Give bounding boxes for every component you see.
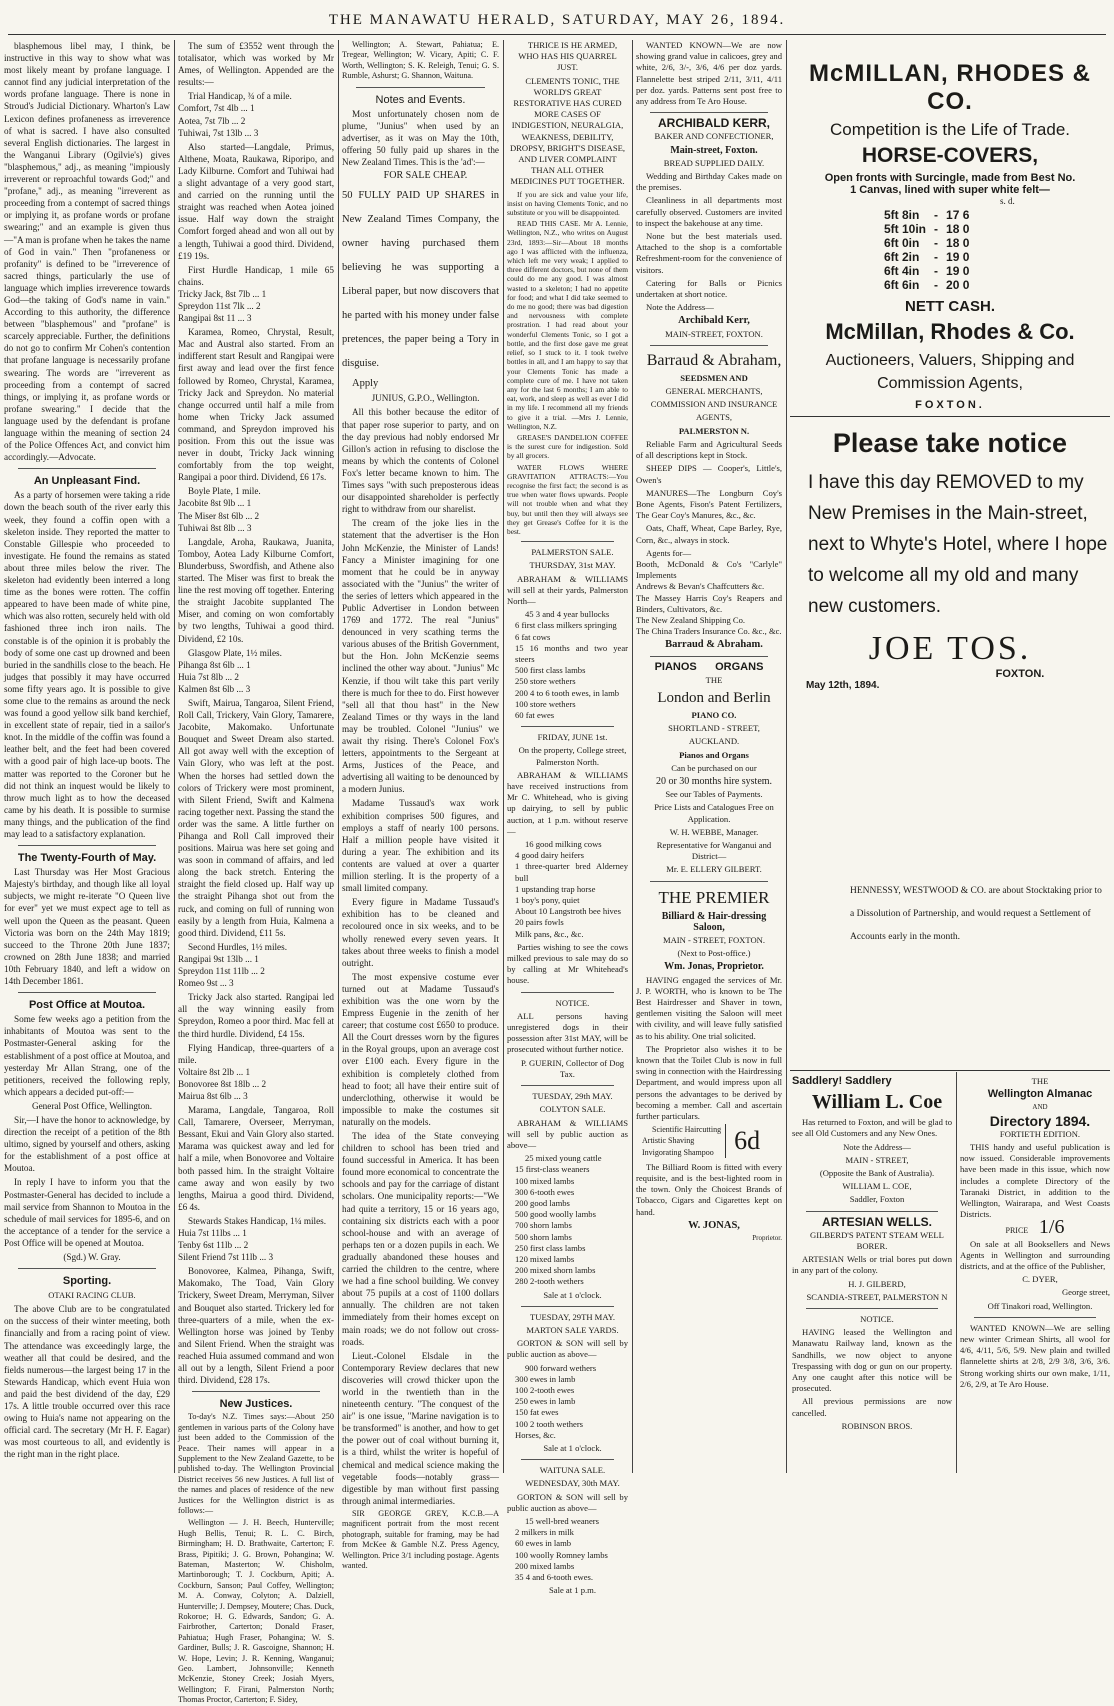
ad-date: May 12th, 1894.: [806, 680, 880, 691]
separator: [18, 1268, 156, 1269]
column-divider: [786, 40, 787, 1473]
ad-text: AGENTS,: [695, 412, 733, 423]
ad-text: MANURES—The Longburn Coy's Bone Agents, Fison's Patent Fertilizers, The Gear Coy's Manures, &c., &c.: [636, 487, 782, 521]
price-price: 18 0: [946, 236, 970, 250]
hennessy-notice: [850, 880, 1105, 970]
ad-text: On sale at all Booksellers and News Agents in Wellington and surrounding districts, and at the office of the Publisher,: [960, 1238, 1110, 1272]
ad-text: Reliable Farm and Agricultural Seeds of all descriptions kept in Stock.: [636, 438, 782, 461]
separator: [521, 1085, 614, 1086]
ad-headline: THE PREMIER: [658, 887, 770, 907]
letter-signature: (Sgd.) W. Gray.: [63, 1252, 121, 1262]
sale-title: WAITUNA SALE.: [539, 1465, 606, 1476]
ad-text: None but the best materials used. Attached to the shop is a comfortable Refreshment-room for the convenience of visitors.: [636, 231, 782, 275]
article-text: The above Club are to be congratulated on the success of their winter meeting, both financially and from a racing point of view. The attendance was exceedingly large, the weather all that could be desired, and the fields numerous—the largest being 17 in the Stewards Handicap, which event Huia won and paid the best dividend of the day, £29 17s. A little trouble occurred over this race owing to Huia's name not appearing on the official card. The secretary (Mr H. F. Eagar) was most courteous to all, and evidently is the right man in the right place.: [4, 1304, 170, 1460]
sale-place: On the property, College street, Palmerston North.: [518, 745, 627, 767]
separator: [806, 1308, 938, 1309]
ad-text: CLEMENTS TONIC, THE WORLD'S GREAT RESTORATIVE HAS CURED MORE CASES OF INDIGESTION, NEURALGIA, WEAKNESS, DEBILITY, DROPSY, BRIGHT'S DISEASE, AND LIVER COMPLAINT THAN ALL OTHER MEDICINES PUT TOGETHER.: [509, 75, 626, 187]
price-price: 19 0: [946, 250, 970, 264]
ad-title: HORSE-COVERS,: [861, 144, 1039, 167]
ad-text: FORTIETH EDITION.: [999, 1128, 1081, 1139]
ad-headline: Saddlery! Saddlery: [792, 1075, 892, 1087]
ad-text: GILBERD'S PATENT STEAM WELL BORER.: [810, 1229, 944, 1252]
ad-headline: Please take notice: [832, 428, 1068, 458]
ad-headline: McMillan, Rhodes & Co.: [825, 319, 1075, 344]
article-headline: New Justices.: [219, 1398, 293, 1411]
ad-text: Pianos and Organs: [679, 749, 749, 760]
article-text: The sum of £3552 went through the totalisator, which was worked by Mr Ames, of Wellington. Appended are the results:—: [178, 41, 334, 88]
ad-text: Oats, Chaff, Wheat, Cape Barley, Rye, Corn, &c., always in stock.: [636, 523, 782, 545]
ad-text: FOXTON.: [915, 399, 985, 411]
price-row: [884, 278, 977, 292]
separator: [192, 1391, 320, 1392]
article-text: Tricky Jack also started. Rangipai led all the way winning easily from Spreydon, Romeo a poor third. Mac fell at the third hurdle. Dividend, £4 15s.: [178, 992, 334, 1039]
ad-signature: H. J. GILBERD,: [848, 1278, 906, 1289]
ad-headline: William L. Coe: [811, 1091, 943, 1114]
ad-text: FOXTON.: [995, 668, 1045, 680]
ad-text: WATER FLOWS WHERE GRAVITATION ATTRACTS:—You recognise the first fact; the second is as true when water flows upwards. People will not trouble when and what they buy, but until then they will always see they get Grease's Coffee for it is the best.: [507, 462, 628, 536]
race-result: Glasgow Plate, 1½ miles. Pihanga 8st 6lb ... 1 Huia 7st 8lb ... 2 Kalmen 8st 6lb ... 3: [178, 647, 282, 694]
ad-signature: Off Tinakori road, Wellington.: [987, 1300, 1093, 1311]
ad-text: PIANO CO.: [691, 709, 737, 720]
article-text: Most unfortunately chosen nom de plume, "Junius" when used by an advertiser, as it was on May the 10th, offering 50 fully paid up shares in the New Zealand Times. This is the 'ad':—: [342, 108, 499, 168]
article-headline: Notes and Events.: [375, 93, 466, 106]
ad-text: THIS handy and useful publication is now issued. Considerable improvements have been made in this issue, which now includes a complete Directory of the Taranaki District, in addition to the Wellington, Wairarapa, and West Coasts Districts.: [960, 1142, 1110, 1220]
race-result: First Hurdle Handicap, 1 mile 65 chains. Tricky Jack, 8st 7lb ... 1 Spreydon 11st 7lk ... 2 Rangipai 8st 11 ... 3: [178, 264, 334, 324]
notice-title: NOTICE.: [860, 1314, 894, 1325]
notice-text: ALL persons having unregistered dogs in their possession after 31st MAY, will be prosecuted without further notice.: [507, 1010, 628, 1055]
ad-signature: C. DYER,: [1022, 1274, 1058, 1285]
notice-title: NOTICE.: [555, 997, 590, 1008]
race-result: Boyle Plate, 1 mile. Jacobite 8st 9lb ... 1 The Miser 8st 6lb ... 2 Tuhiwai 8st 8lb ... 3: [178, 486, 261, 533]
ad-headline: London and Berlin: [657, 689, 771, 706]
sale-list: 15 well-bred weaners 2 milkers in milk 60 ewes in lamb 100 woolly Romney lambs 200 mixed lambs 35 4 and 6-tooth ewes.: [515, 1516, 608, 1583]
sale-title: COLYTON SALE.: [539, 1104, 606, 1115]
column-divider: [174, 40, 175, 1473]
ad-text: GREASE'S DANDELION COFFEE is the surest cure for indigestion. Sold by all grocers.: [507, 432, 628, 461]
separator: [356, 87, 485, 88]
ad-text: Note the Address—: [843, 1141, 911, 1152]
notice-text: All previous permissions are now cancelled.: [792, 1396, 952, 1418]
article-text: Lieut.-Colonel Elsdale in the Contemporary Review declares that new discoveries will crowd thicker upon the world in the twentieth than in the nineteenth century. "The conquest of the air" is one issue, "Marine navigation is to be transformed" is another, and how to get the power out of coal without burning it, is a third, whilst the writer is hopeful of chemical and medical science making the vegetable foods—notably grass—digestible by man without first passing through animal intermediaries.: [342, 1350, 499, 1506]
ad-text: Catering for Balls or Picnics undertaken at short notice.: [636, 277, 782, 300]
ad-text: NETT CASH.: [905, 298, 995, 315]
ad-text: COMMISSION AND INSURANCE: [650, 399, 778, 410]
sale-date: THURSDAY, 31st MAY.: [529, 560, 616, 571]
ad-text: Has returned to Foxton, and will be glad to see all Old Customers and any New Ones.: [792, 1117, 952, 1139]
ad-text: Wm. Jonas, Proprietor.: [664, 961, 764, 973]
price-units: s. d.: [1000, 196, 1015, 206]
article-text: Karamea, Romeo, Chrystal, Result, Mac and Austral also started. From an indifferent start Result and Rangipai were first away and lead over the first fence followed by Romeo, Chrystal, Karamea, Tricky Jack and Spreydon. No material change occurred until half a mile from home when Tricky Jack assumed command, and Spreydon improved his position. From this out the issue was never in doubt, Tricky Jack winning comfortably from the top weight, Rangipai a poor third. Dividend, £6 17s.: [178, 327, 334, 483]
ad-headline: PIANOS: [654, 660, 697, 673]
ad-price: 1/6: [1038, 1216, 1065, 1239]
ad-text: 20 or 30 months hire system.: [655, 775, 773, 787]
masthead-rule: [8, 34, 1106, 35]
race-result: Trial Handicap, ¾ of a mile. Comfort, 7st 4lb ... 1 Aotea, 7st 7lb ... 2 Tuhiwai, 7st 13lb ... 3: [178, 91, 292, 138]
separator: [650, 112, 768, 113]
ad-price: 6d: [734, 1126, 761, 1156]
ad-text: AUCKLAND.: [688, 736, 740, 747]
ad-subhead: Billiard & Hair-dressing Saloon,: [661, 910, 767, 933]
separator: [18, 468, 156, 469]
ad-headline: ARTESIAN WELLS.: [822, 1214, 932, 1229]
ad-text: Agents for— Booth, McDonald & Co's "Carlyle" Implements Andrews & Bevan's Chaffcutters &c. The Massey Harris Coy's Reapers and Binders, Cultivators, &c. The New Zealand Shipping Co. The China Traders Insurance Co. &c., &c.: [636, 547, 782, 637]
ad-text: The Proprietor also wishes it to be known that the Toilet Club is now in full swing in connection with the Hairdressing Department, and would impress upon all persons the advantages to be derived by becoming a member. Call and ascertain further particulars.: [636, 1043, 782, 1122]
ad-text: MAIN - STREET,: [845, 1154, 909, 1165]
price-dash: -: [934, 222, 939, 236]
ad-text: THE: [1031, 1076, 1049, 1086]
sale-list: 25 mixed young cattle 15 first-class weaners 100 mixed lambs 300 6-tooth ewes 200 good lambs 500 good woolly lambs 700 shorn lambs 500 shorn lambs 250 first class lambs 120 mixed lambs 200 mixed shorn lambs 280 2-tooth wethers: [515, 1153, 602, 1287]
article-text: In reply I have to inform you that the Postmaster-General has decided to include a mail service from Shannon to Moutoa in the schedule of mail services for 1895-6, and on the acceptance of a tender for the service a Post Office will be opened at Moutoa.: [4, 1177, 170, 1248]
column-3: [342, 40, 499, 1570]
sale-list: 16 good milking cows 4 good dairy heifers 1 three-quarter bred Alderney bull 1 upstanding trap horse 1 boy's pony, quiet About 10 Langstroth bee hives 20 pairs fowls Milk pans, &c., &c.: [515, 839, 628, 939]
article-subhead: OTAKI RACING CLUB.: [48, 1290, 136, 1301]
ad-text: THE: [705, 674, 723, 685]
article-text: The idea of the State conveying children to school has been tried and found successful in America. It has been found more economical to concentrate the schools and pay for the carriage of distant scholars. One municipality reports:—"We had quite a territory, 15 or 16 years ago, containing six districts each with a poor school-house and with an average of perhaps ten or a dozen pupils in each. We gradually abandoned these houses and carried the children to the centre, where we had a fine school building. We convey about 75 pupils at a cost of 1100 dollars annually. The children are not taken immediately from their homes except on main roads; we do not follow out cross-roads.: [342, 1131, 499, 1347]
separator: [650, 881, 768, 882]
ad-text: (Opposite the Bank of Australia).: [819, 1168, 935, 1179]
sale-text: GORTON & SON will sell by public auction as above—: [507, 1491, 628, 1513]
price-price: 17 6: [946, 208, 970, 222]
article-text: SIR GEORGE GREY, K.C.B.—A magnificent portrait from the most recent photograph, suitable for framing, may be had from McKee & Gamble N.Z. Press Agency, Wellington. Price 3/1 including postage. Agents wanted.: [342, 1508, 499, 1570]
sale-list: 900 forward wethers 300 ewes in lamb 100 2-tooth ewes 250 ewes in lamb 150 fat ewes 100 2 tooth wethers Horses, &c.: [515, 1362, 597, 1440]
ad-text: WANTED KNOWN—We are now showing grand value in calicoes, grey and white, 2/6, 3/-, 3/6, 4/6 per doz yards. Flannelette best striped 2/11, 3/11, 4/11 per doz. yards. Patterns sent post free to any address from Te Aro House.: [636, 40, 782, 107]
separator: [806, 1211, 938, 1212]
sale-text: ABRAHAM & WILLIAMS will sell by public auction as above—: [507, 1117, 628, 1150]
ad-signature: WILLIAM L. COE,: [842, 1181, 912, 1192]
article-text: The cream of the joke lies in the statement that the advertiser is the Hon John McKenzie, the Minister of Lands! Fancy a Minister imagining for one moment that he could be in anyway associated with the "Junius" the writer of the series of letters which appeared in the Public Advertiser in London between 1769 and 1772. The real "Junius" denounced in very scathing terms the various abuses of the British Government, but the Hon. John McKenzie seems inclined the other way about. "Junius" Mc Kenzie, if thou wilt take this part verily there is much for thee to do. First however "sell all that thou hast" in the New Zealand Times or thy ways in the land may be troubled. Colonel "Junius" we await thy rising. There's Colonel Fox's letters, appointments to the Sergeant at Arms, Justices of the Peace, and advertising all waiting to be denounced by a modern Junius.: [342, 518, 499, 795]
ad-text: PALMERSTON N.: [678, 425, 750, 436]
ad-signature: SCANDIA-STREET, PALMERSTON N: [806, 1291, 948, 1302]
price-size: 5ft 10in: [884, 222, 927, 236]
price-dash: -: [934, 264, 939, 278]
separator: [790, 1070, 1110, 1071]
price-price: 20 0: [946, 278, 970, 292]
ad-text: See our Tables of Payments.: [665, 789, 763, 800]
ad-signature: Archibald Kerr,: [678, 315, 750, 327]
article-text: Also started—Langdale, Primus, Althene, Moata, Raukawa, Riporipo, and Lady Kilburne. Comfort and Tuhiwai had a slight advantage of a very good start, and carried on the running until the straight was reached when Aotea joined issue. Half way down the straight Comfort forged ahead and won all out by a length, Tuhiwai a good third. Dividend, £19 19s.: [178, 141, 334, 261]
notice-signature: ROBINSON BROS.: [841, 1420, 913, 1431]
ad-text: SHEEP DIPS — Cooper's, Little's, Owen's: [636, 463, 782, 485]
ad-box: Scientific Haircutting Artistic Shaving Invigorating Shampoo: [642, 1124, 726, 1158]
separator: [521, 541, 614, 542]
column-5: [636, 40, 782, 1474]
almanac-ad: [960, 1076, 1110, 1474]
price-price: 19 0: [946, 264, 970, 278]
sale-date: TUESDAY, 29TH MAY.: [529, 1311, 615, 1322]
article-text: Wellington — J. H. Beech, Hunterville; Hugh Bellis, Tenui; R. L. C. Birch, Birmingham; H. D. Brathwaite, Carterton; F. Brass, Pipitiki; J. G. Brown, Pohangina; W. Bateman, Masterton; W. Chisholm, Martinborough; T. J. Cockburn, Apiti; A. Cockburn, Sanson; Paul Coffey, Wellington; M. A. Conway, Colyton; A. Dalziell, Hunterville; J. Dempsey, Moutere; Chas. Duck, Rokoroe; H. G. Edwards, Sandon; G. A. Fairbrother, Carterton; Donald Fraser, Pahiatua; Hugh Fraser, Pohangina; W. S. Gardiner, Bulls; J. R. Gascoigne, Shannon; H. W. Hope, Levin; J. R. Kenning, Wanganui; Geo. Lambert, Johnsonville; Kenneth McKenzie, Stoney Creek; Josiah Myers, Wellington; F. Firani, Palmerston North; Thomas Proctor, Carterton; F. Sidey,: [178, 1518, 334, 1705]
separator: [521, 726, 614, 727]
article-text: Bonovoree, Kalmea, Pihanga, Swift, Makomako, The Toad, Vain Glory Trickery, Sweet Dream, Merryman, Silver and Bouquet also started. Trickery led for three-quarters of a mile, when the ex-Wellington horse was joined by Tenby and Silent Friend. When the straight was reached Huia assumed command and won all out by a length, Silent Friend a poor third. Dividend, £28 17s.: [178, 1266, 334, 1386]
ad-text: HAVING engaged the services of Mr. J. P. WORTH, who is known to be The Best Hairdresser and Shaver in town, gentlemen visiting the Saloon will meet with civility, and will leave fully satisfied as to his ability. One trial solicited.: [636, 974, 782, 1041]
notice-ad: [790, 420, 1110, 720]
ad-title: FOR SALE CHEAP.: [383, 170, 468, 182]
column-4: [507, 40, 628, 1596]
price-size: 5ft 8in: [884, 208, 920, 222]
sale-text: ABRAHAM & WILLIAMS have received instructions from Mr C. Whitehead, who is giving up dairying, to sell by public auction, at 1 p.m. without reserve—: [507, 769, 628, 836]
article-text: Marama, Langdale, Tangaroa, Roll Call, Tamarere, Overseer, Merryman, Bessant, Ekui and Vain Glory also started. Marama was quickest away and led for half a mile, when Bonovoree and Voltaire both passed him. In the straight Voltaire came away and won easily by two lengths, Mairua a good third. Dividend, £6 4s.: [178, 1105, 334, 1212]
ad-signature: George street,: [1061, 1287, 1110, 1298]
article-text: Wellington; A. Stewart, Pahiatua; E. Tregear, Wellington; W. Vicary, Apiti; C. F. Worth, Wellington; S. K. Releigh, Tenui; G. S. Rumble, Ashurst; G. Shannon, Waituna.: [342, 40, 499, 81]
ad-text: Main-street, Foxton.: [670, 144, 758, 156]
ad-text: Apply: [352, 378, 379, 390]
sale-text: ABRAHAM & WILLIAMS will sell at their yards, Palmerston North—: [507, 573, 628, 606]
ad-signature: JUNIUS, G.P.O., Wellington.: [371, 393, 480, 404]
article-text: blasphemous libel may, I think, be instructive in this way to show what was most likely meant by profane language. I cannot find any judicial interpretation of the words profane language. There is none in Stroud's Judicial Dictionary. Wharton's Law Lexicon defines profaneness as irreverence of what is sacred. I have also consulted several English dictionaries. The largest in the Wanganui Library (Ogilvie's) gives "blasphemous," adj., as meaning "impiously irreverent or reproachful towards God;" and "profane," adj., as meaning "irreverent as proceeding from a contempt of sacred things or implying it, as profane words or profane swearing;" and an example is given thus—"A man is profane when he takes the name of God in vain." Then "profaneness or profanity" is defined to be "irreverence of sacred things, particularly the use of language which implies irreverence towards God—the taking of God's name in vain." According to this authority, the difference between "blasphemous" and "profane" is scarcely appreciable. Further, the definitions do not go to confirm Mr Cohen's contention that profane language is necessarily profane swearing. The words are "irreverent as proceeding from a contempt of sacred things, or implying it, as profane words or profane swearing." I decide that the language used by the defendant is profane language within the meaning of section 24 of the Police Offences Act, and convict him accordingly.—Advocate.: [4, 41, 171, 463]
notice-signature: P. GUERIN, Collector of Dog Tax.: [520, 1057, 625, 1079]
ad-text: The Billiard Room is fitted with every requisite, and is the best-lighted room in the town. Only the Choicest Brands of Tobacco, Cigars and Cigarettes kept on hand.: [636, 1161, 782, 1217]
article-text: Madame Tussaud's wax work exhibition comprises 500 figures, and employs a staff of nearly 100 persons. Half a million people have visited it during a year. The exhibition and its contents are valued at over a quarter million sterling. It is the property of a small limited company.: [342, 798, 499, 894]
ad-text: Note the Address—: [646, 302, 714, 313]
column-2: [178, 40, 334, 1705]
ad-headline: McMILLAN, RHODES & CO.: [809, 60, 1091, 115]
price-size: 6ft 2in: [884, 250, 920, 264]
ad-text: 1 Canvas, lined with super white felt—: [850, 184, 1050, 196]
sale-date: TUESDAY, 29th MAY.: [532, 1091, 613, 1102]
price-row: [884, 236, 977, 250]
ad-text: (Next to Post-office.): [677, 948, 751, 959]
price-row: [884, 222, 977, 236]
saddlery-ad: [792, 1076, 952, 1474]
article-headline: An Unpleasant Find.: [33, 475, 141, 488]
sale-text: GORTON & SON will sell by public auction as above—: [507, 1338, 628, 1360]
sale-date: FRIDAY, JUNE 1st.: [537, 732, 608, 743]
sale-text: Parties wishing to see the cows milked previous to sale may do so by calling at Mr Whitehead's house.: [507, 941, 628, 986]
ad-text: AND: [1032, 1103, 1048, 1112]
ad-signature: Barraud & Abraham.: [665, 639, 763, 651]
ad-text: GENERAL MERCHANTS,: [665, 386, 763, 397]
ad-text: If you are sick and value your life, insist on having Clements Tonic, and no substitute or you will be disappointed.: [507, 189, 628, 218]
race-result: Stewards Stakes Handicap, 1¼ miles. Huia 7st 11lbs ... 1 Tenby 6st 11lb ... 2 Silent Friend 7st 11lb ... 3: [178, 1215, 327, 1263]
ad-headline: Directory 1894.: [989, 1112, 1091, 1129]
notice-text: HAVING leased the Wellington and Manawatu Railway land, known as the Sandhills, we now object to anyone Trespassing with dog or gun on our property. Any one caught after this notice will be prosecuted.: [792, 1327, 952, 1394]
article-text: Sir,—I have the honor to acknowledge, by direction the receipt of a petition of the 8th ultimo, signed by yourself and others, asking for the establishment of a post office at Moutoa.: [4, 1114, 170, 1174]
column-1: [4, 40, 170, 1474]
mcmillan-ad: [790, 42, 1110, 414]
ad-text: Price Lists and Catalogues Free on Application.: [654, 802, 774, 824]
article-text: Langdale, Aroha, Raukawa, Juanita, Tomboy, Aotea Lady Kilburne Comfort, Blunderbuss, Swordfish, and Athene also started. The Miser was first to break the line the rest moving off together. Entering the straight Jacobite supplanted The Miser, and coming on won comfortably by two lengths, Tuhiwai a good third. Dividend, £2 10s.: [178, 536, 334, 644]
separator: [521, 1459, 614, 1460]
ad-headline: Wellington Almanac: [987, 1088, 1093, 1101]
sale-list: 45 3 and 4 year bullocks 6 first class milkers springing 6 fat cows 15 16 months and two year steers 500 first class lambs 250 store wethers 200 4 to 6 tooth ewes, in lamb 100 store wethers 60 fat ewes: [515, 609, 628, 720]
sale-time: Sale at 1 o'clock.: [543, 1442, 602, 1453]
separator: [521, 1306, 614, 1307]
ad-text: Can be purchased on our: [671, 762, 757, 773]
article-text: To-day's N.Z. Times says:—About 250 gentlemen in various parts of the Colony have just been added to the Commission of the Peace. Their names will appear in a Supplement to the New Zealand Gazette, to be published to-day. The Wellington Provincial District receives 56 new Justices. A full list of the names and places of residence of the new Justices for the Wellington district is as follows:—: [178, 1412, 334, 1515]
ad-signature: JOE TOS.: [868, 630, 1032, 667]
ad-text: ARTESIAN Wells or trial bores put down in any part of the colony.: [792, 1254, 952, 1276]
ad-text: Auctioneers, Valuers, Shipping and Commission Agents,: [825, 352, 1075, 392]
column-divider: [956, 1072, 957, 1473]
ad-text: Mr. E. ELLERY GILBERT.: [666, 864, 762, 875]
separator: [974, 1317, 1096, 1318]
sale-date: WEDNESDAY, 30th MAY.: [525, 1478, 620, 1489]
column-divider: [503, 40, 504, 1473]
ad-headline: Barraud & Abraham,: [646, 351, 782, 369]
sale-time: Sale at 1 p.m.: [548, 1585, 597, 1596]
price-dash: -: [934, 278, 939, 292]
price-row: [884, 208, 977, 222]
price-size: 6ft 4in: [884, 264, 920, 278]
ad-text: Representative for Wanganui and District—: [656, 839, 772, 862]
ad-signature: W. JONAS,: [688, 1219, 740, 1231]
price-size: 6ft 6in: [884, 278, 920, 292]
masthead: THE MANAWATU HERALD, SATURDAY, MAY 26, 1894.: [328, 12, 786, 28]
separator: [790, 416, 1110, 417]
price-dash: -: [934, 208, 939, 222]
race-result: Second Hurdles, 1½ miles. Rangipai 9st 13lb ... 1 Spreydon 11st 11lb ... 2 Romeo 9st ... 3: [178, 941, 288, 989]
ad-text: PRICE: [1005, 1226, 1029, 1236]
ad-signature: Saddler, Foxton: [849, 1194, 905, 1205]
price-size: 6ft 0in: [884, 236, 920, 250]
separator: [521, 992, 614, 993]
ad-text: I have this day REMOVED to my New Premises in the Main-street, next to Whyte's Hotel, where I hope to welcome all my old and many new customers.: [808, 472, 1108, 617]
price-table: [884, 208, 977, 292]
ad-tagline: Competition is the Life of Trade.: [829, 120, 1071, 139]
separator: [18, 845, 156, 846]
ad-headline: THRICE IS HE ARMED, WHO HAS HIS QUARREL JUST.: [518, 40, 618, 73]
ad-signature: W. H. WEBBE, Manager.: [669, 826, 759, 837]
price-row: [884, 264, 977, 278]
ad-text: READ THIS CASE. Mr A. Lennie, Wellington, N.Z., who writes on August 23rd, 1893:—Sir—About 18 months ago I was afflicted with the influenza, which left me very weak; I applied to three different doctors, but none of them could do me any good. I was almost wasted to a skeleton; I had no appetite for food; and what I did take seemed to do me no good; there was bad digestion and nervousness with complete prostration. I had read about your wonderful Clements Tonic, so I got a bottle, and the first dose gave me great relief, so I stuck to it. I took twelve bottles in all, and I am happy to say that your Clements Tonic has made a complete cure of me. I have not taken any for the last 6 months; I am able to eat, work, and sleep as well as ever I did in my life. I recommend all my friends to give it a trial. —Mrs J. Lennie, Wellington, N.Z.: [507, 219, 628, 431]
race-result: Flying Handicap, three-quarters of a mile. Voltaire 8st 2lb ... 1 Bonovoree 8st 18lb ... 2 Mairua 8st 6lb ... 3: [178, 1042, 334, 1101]
price-dash: -: [934, 236, 939, 250]
article-text: As a party of horsemen were taking a ride down the beach south of the river early this week, they found a coffin open with a skeleton inside. They reported the matter to Constable Gillespie who proceeded to investigate. He found the remains as stated about three miles below the river. The skeleton had evidently been interred a long time as the bones were rotten. The coffin appeared to have been made of white pine, which was also rotten, securely held with old fashioned three inch iron nails. The constable is of the opinion it is probably the body of some one cast up drowned and been buried in the sandhills close to the beach. He judges that possibly it may have occurred some fifty years ago. It is possible to give some clue to the remains as around the neck was found a good yellow silk band kerchief, in excellent state of repair, tied in a sailor's knot. In the middle of the coffin was found a leather belt, and the feet had been covered with a good pair of high lace-up boots. The matter was reported to the Coroner but he did not think an inquest would be likely to throw much light as to how the deceased came by his death. It is possible to surmise many things, and the publication of the find may lead to a satisfactory explanation.: [4, 490, 170, 839]
price-dash: -: [934, 250, 939, 264]
article-headline: The Twenty-Fourth of May.: [17, 852, 157, 865]
ad-text: WANTED KNOWN—We are selling new winter Crimean Shirts, all wool for 4/6, 4/11, 5/6, 5/9. New plain and twilled flannelette shirts at 2/8, 2/9 3/8, 3/6, 3/6. Strong working shirts our own make, 1/11, 2/6, 2/9, at Te Aro House.: [960, 1322, 1110, 1389]
sale-title: MARTON SALE YARDS.: [526, 1324, 619, 1335]
separator: [18, 992, 156, 993]
ad-headline: ORGANS: [715, 660, 764, 673]
sale-time: Sale at 1 o'clock.: [543, 1289, 602, 1300]
ad-text: BREAD SUPPLIED DAILY.: [663, 157, 765, 168]
column-divider: [632, 40, 633, 1473]
letter-heading: General Post Office, Wellington.: [31, 1100, 153, 1111]
ad-text: BAKER AND CONFECTIONER,: [654, 131, 774, 142]
ad-signature: Proprietor.: [752, 1234, 782, 1243]
ad-text: SEEDSMEN AND: [680, 372, 748, 383]
separator: [650, 656, 768, 657]
ad-text: Wedding and Birthday Cakes made on the premises.: [636, 171, 782, 193]
ad-headline: ARCHIBALD KERR,: [658, 116, 770, 131]
notice-text: HENNESSY, WESTWOOD & CO. are about Stocktaking prior to a Dissolution of Partnership, and would request a Settlement of Accounts early in the month.: [850, 886, 1102, 942]
price-row: [884, 250, 977, 264]
ad-text: 50 FULLY PAID UP SHARES in New Zealand Times Company, the owner having purchased them believing he was supporting a Liberal paper, but now discovers that he parted with his money under false pretences, the paper being a Tory in disguise.: [342, 190, 499, 370]
ad-signature: MAIN-STREET, FOXTON.: [665, 328, 763, 339]
article-text: Every figure in Madame Tussaud's exhibition has to be cleaned and recoloured once in six weeks, and to be wholly renewed every seven years. It takes about three weeks to finish a model outright.: [342, 897, 499, 968]
article-text: All this bother because the editor of that paper rose superior to party, and on the day previous had nobly endorsed Mr Gillon's action in refusing to disclose the means by which the contents of Colonel Fox's letter became known to him. The Times says "with such preposterous ideas our disappointed shareholder is perfectly right to withdraw from our sharelist.: [342, 407, 499, 515]
price-price: 18 0: [946, 222, 970, 236]
ad-text: SHORTLAND - STREET,: [668, 723, 760, 734]
column-divider: [338, 40, 339, 1473]
article-headline: Post Office at Moutoa.: [28, 999, 146, 1012]
article-text: The most expensive costume ever turned out at Madame Tussaud's exhibition was the one worn by the Empress Eugenie in the zenith of her career; that costume cost £650 to produce. All the Court dresses worn by the figures in the Royal groups, upon an average cost over £100 each. Every figure in the exhibition is completely clothed from head to foot; all have their entire suit of underclothing, otherwise it would be impossible to make the costumes sit naturally on the models.: [342, 971, 499, 1127]
separator: [650, 345, 768, 346]
article-text: Some few weeks ago a petition from the inhabitants of Moutoa was sent to the Postmaster-General asking for the establishment of a post office at Moutoa, and yesterday Mr Allan Strang, one of the petitioners, received the following reply, which appears a decided put-off:—: [4, 1014, 170, 1097]
article-text: Last Thursday was Her Most Gracious Majesty's birthday, and though like all loyal subjects, we might re-iterate "O Queen live for ever" yet we must expect age to tell as well upon the Queen as the peasant. Queen Victoria was born on the 24th May 1819; succeed to the Throne 20th June 1837; crowned on 28th June 1838; and married 10th February 1840, and left a widow on 14th December 1861.: [4, 867, 170, 987]
article-headline: Sporting.: [62, 1275, 112, 1288]
ad-text: MAIN - STREET, FOXTON.: [662, 935, 766, 945]
sale-title: PALMERSTON SALE.: [531, 547, 614, 558]
article-text: Swift, Mairua, Tangaroa, Silent Friend, Roll Call, Trickery, Vain Glory, Tamarere, Jacobite, Makomako. Unfortunate Bouquet and Sweet Dream also started. All got away well with the exception of Vain Glory, who was left at the post. When the horses had settled down the colors of Trickery were most prominent, with Silent Friend, Swift and Kalmena racing together next. Passing the stand the order was the same. A little further on Pihanga and Roll Call improved their positions. Mairua was here set going and was soon in command of affairs, and led along the back stretch. Entering the straight the field closed up. Half way up the straight Pihanga shot out from the ruck, and coming on full of running won easily by a length from Huia, Kalmena a good third. Dividend, £11 5s.: [178, 697, 334, 938]
ad-text: Cleanliness in all departments most carefully observed. Customers are invited to inspect the bakehouse at any time.: [636, 195, 782, 228]
ad-text: Open fronts with Surcingle, made from Best No.: [824, 172, 1076, 184]
